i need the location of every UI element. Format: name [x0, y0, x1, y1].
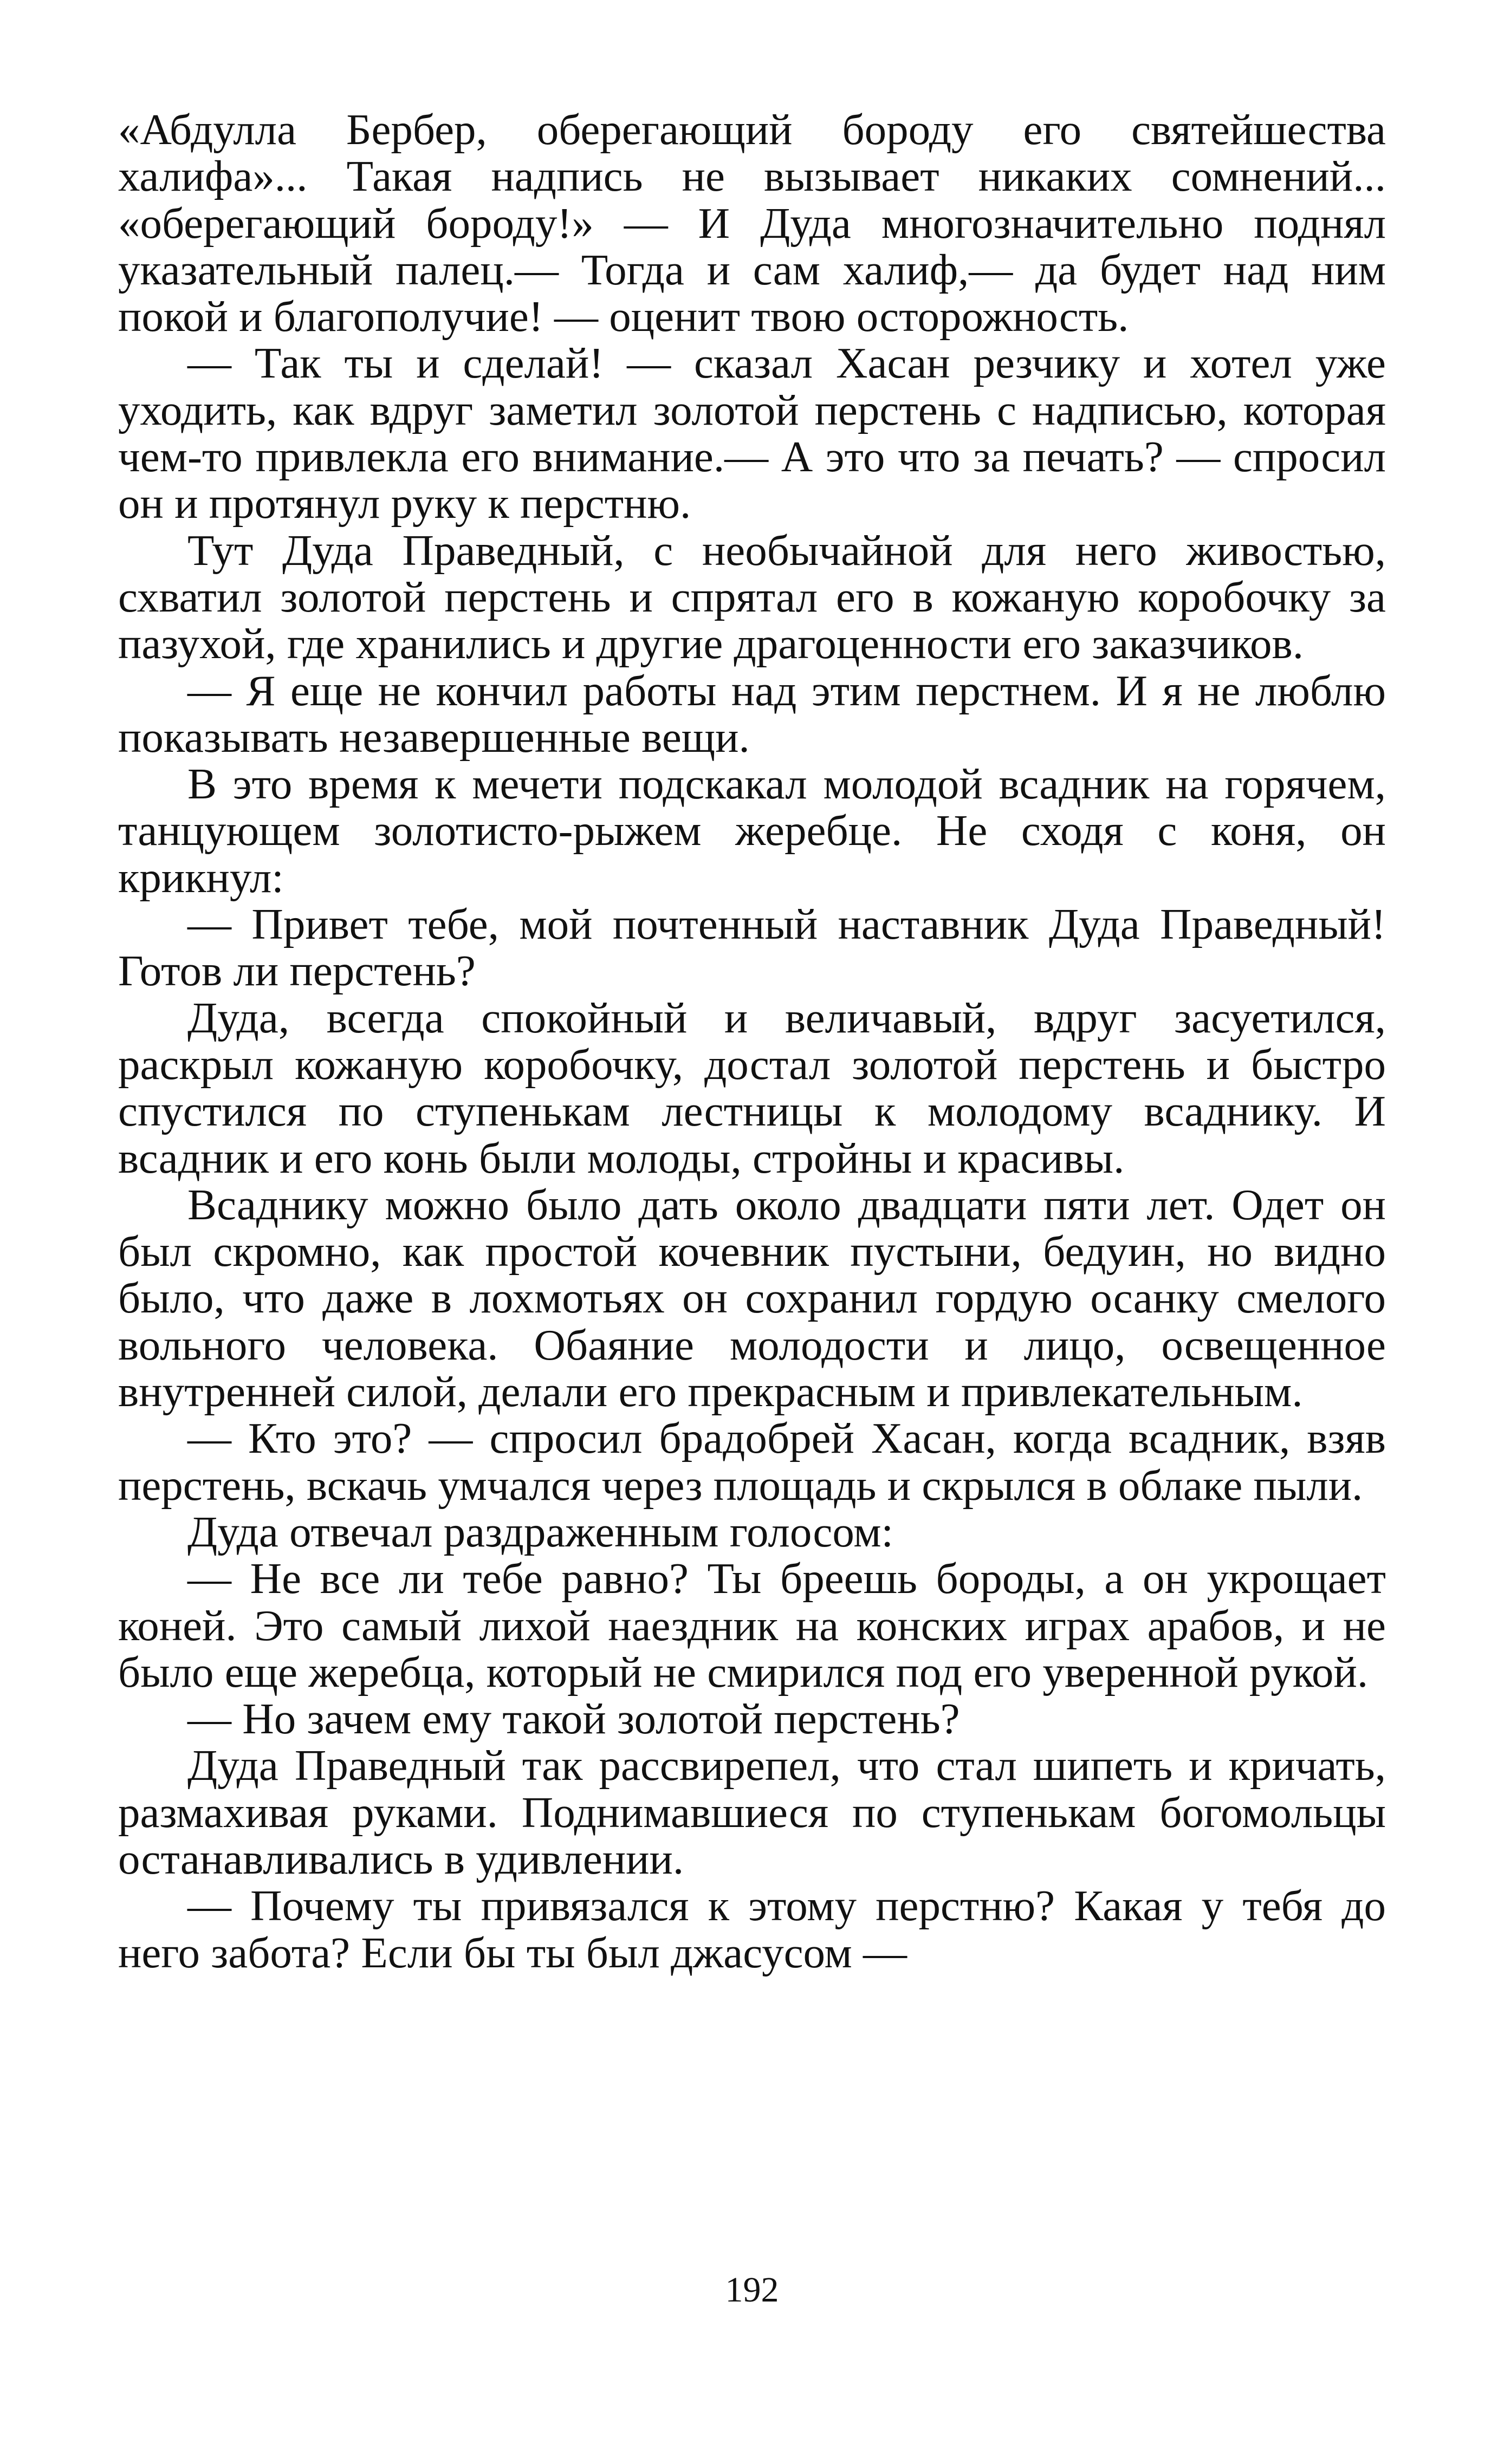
paragraph: Дуда Праведный так рассвирепел, что стал шипеть и кричать, размахивая руками. Поднимавшиеся по ступенькам богомольцы останавливались в удивлении. — [118, 1741, 1386, 1883]
paragraph: В это время к мечети подскакал молодой всадник на горячем, танцующем золотисто-рыжем жеребце. Не сходя с коня, он крикнул: — [118, 759, 1386, 902]
paragraph: — Привет тебе, мой почтенный наставник Дуда Праведный! Готов ли перстень? — [118, 900, 1386, 996]
paragraph: — Кто это? — спросил брадобрей Хасан, когда всадник, взяв перстень, вскачь умчался через площадь и скрылся в облаке пыли. — [118, 1414, 1386, 1510]
paragraph: — Так ты и сделай! — сказал Хасан резчику и хотел уже уходить, как вдруг заметил золотой перстень с надписью, которая чем-то привлекла его внимание.— А это что за печать? — спросил он и протянул руку к перстню. — [118, 339, 1386, 528]
paragraph: — Я еще не кончил работы над этим перстнем. И я не люблю показывать незавершенные вещи. — [118, 666, 1386, 762]
paragraph: Дуда, всегда спокойный и величавый, вдруг засуетился, раскрыл кожаную коробочку, достал золотой перстень и быстро спустился по ступенькам лестницы к молодому всаднику. И всадник и его конь были молоды, стройны и красивы. — [118, 993, 1386, 1182]
page-number: 192 — [725, 2270, 779, 2310]
paragraph: — Но зачем ему такой золотой перстень? — [187, 1694, 960, 1744]
page-text — [118, 106, 1386, 2316]
paragraph: «Абдулла Бербер, оберегающий бороду его святейшества халифа»... Такая надпись не вызывает никаких сомнений... «оберегающий бороду!» — И Дуда многозначительно поднял указательный палец.— Тогда и сам халиф,— да будет над ним покой и благополучие! — оценит твою осторожность. — [118, 105, 1386, 341]
paragraph: Дуда отвечал раздраженным голосом: — [187, 1507, 894, 1556]
paragraph: Всаднику можно было дать около двадцати пяти лет. Одет он был скромно, как простой кочевник пустыни, бедуин, но видно было, что даже в лохмотьях он сохранил гордую осанку смелого вольного человека. Обаяние молодости и лицо, освещенное внутренней силой, делали его прекрасным и привлекательным. — [118, 1180, 1386, 1416]
paragraph: — Не все ли тебе равно? Ты бреешь бороды, а он укрощает коней. Это самый лихой наездник на конских играх арабов, и не было еще жеребца, который не смирился под его уверенной рукой. — [118, 1554, 1386, 1696]
paragraph: Тут Дуда Праведный, с необычайной для него живостью, схватил золотой перстень и спрятал его в кожаную коробочку за пазухой, где хранились и другие драгоценности его заказчиков. — [118, 525, 1386, 668]
paragraph: — Почему ты привязался к этому перстню? Какая у тебя до него забота? Если бы ты был джасусом — — [118, 1881, 1386, 1977]
